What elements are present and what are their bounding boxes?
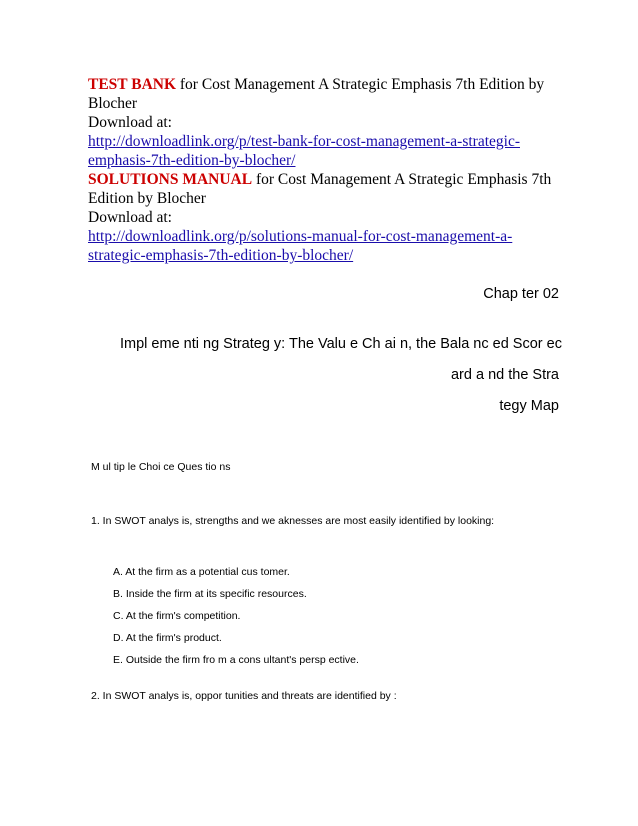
solutions-manual-link[interactable]: http://downloadlink.org/p/solutions-manual-for-cost-management-a-strategic-emphasis-7th-edition-by-blocher/	[88, 228, 513, 264]
solutions-line	[88, 170, 568, 208]
question-1-option-b: B. Inside the firm at its specific resources.	[113, 588, 307, 600]
test-bank-text: for Cost Management A Strategic Emphasis 7th Edition by Blocher	[88, 76, 545, 112]
download-at-label-2: Download at:	[88, 209, 172, 226]
question-1-option-c: C. At the firm's competition.	[113, 610, 241, 622]
question-1-option-a: A. At the firm as a potential cus tomer.	[113, 566, 290, 578]
download-at-label: Download at:	[88, 114, 172, 131]
solutions-manual-label: SOLUTIONS MANUAL	[88, 171, 253, 188]
chapter-title-line-3: tegy Map	[499, 398, 559, 414]
question-1-option-e: E. Outside the firm fro m a cons ultant's persp ective.	[113, 654, 359, 666]
download-header	[88, 75, 568, 265]
test-bank-link[interactable]: http://downloadlink.org/p/test-bank-for-cost-management-a-strategic-emphasis-7th-edition-by-blocher/	[88, 133, 520, 169]
test-bank-line	[88, 75, 568, 113]
section-heading: M ul tip le Choi ce Ques tio ns	[91, 461, 231, 473]
question-2: 2. In SWOT analys is, oppor tunities and threats are identified by :	[91, 690, 397, 702]
test-bank-label: TEST BANK	[88, 76, 177, 93]
chapter-title-line-2: ard a nd the Stra	[450, 367, 559, 383]
question-1: 1. In SWOT analys is, strengths and we aknesses are most easily identified by looking:	[91, 515, 495, 527]
chapter-number: Chap ter 02	[483, 286, 559, 302]
solutions-text: for Cost Management A Strategic Emphasis 7th Edition by Blocher	[88, 171, 552, 207]
question-1-option-d: D. At the firm's product.	[113, 632, 222, 644]
chapter-title-line-1: Impl eme nti ng Strateg y: The Valu e Ch ai n, the Bala nc ed Scor ec	[120, 336, 562, 352]
